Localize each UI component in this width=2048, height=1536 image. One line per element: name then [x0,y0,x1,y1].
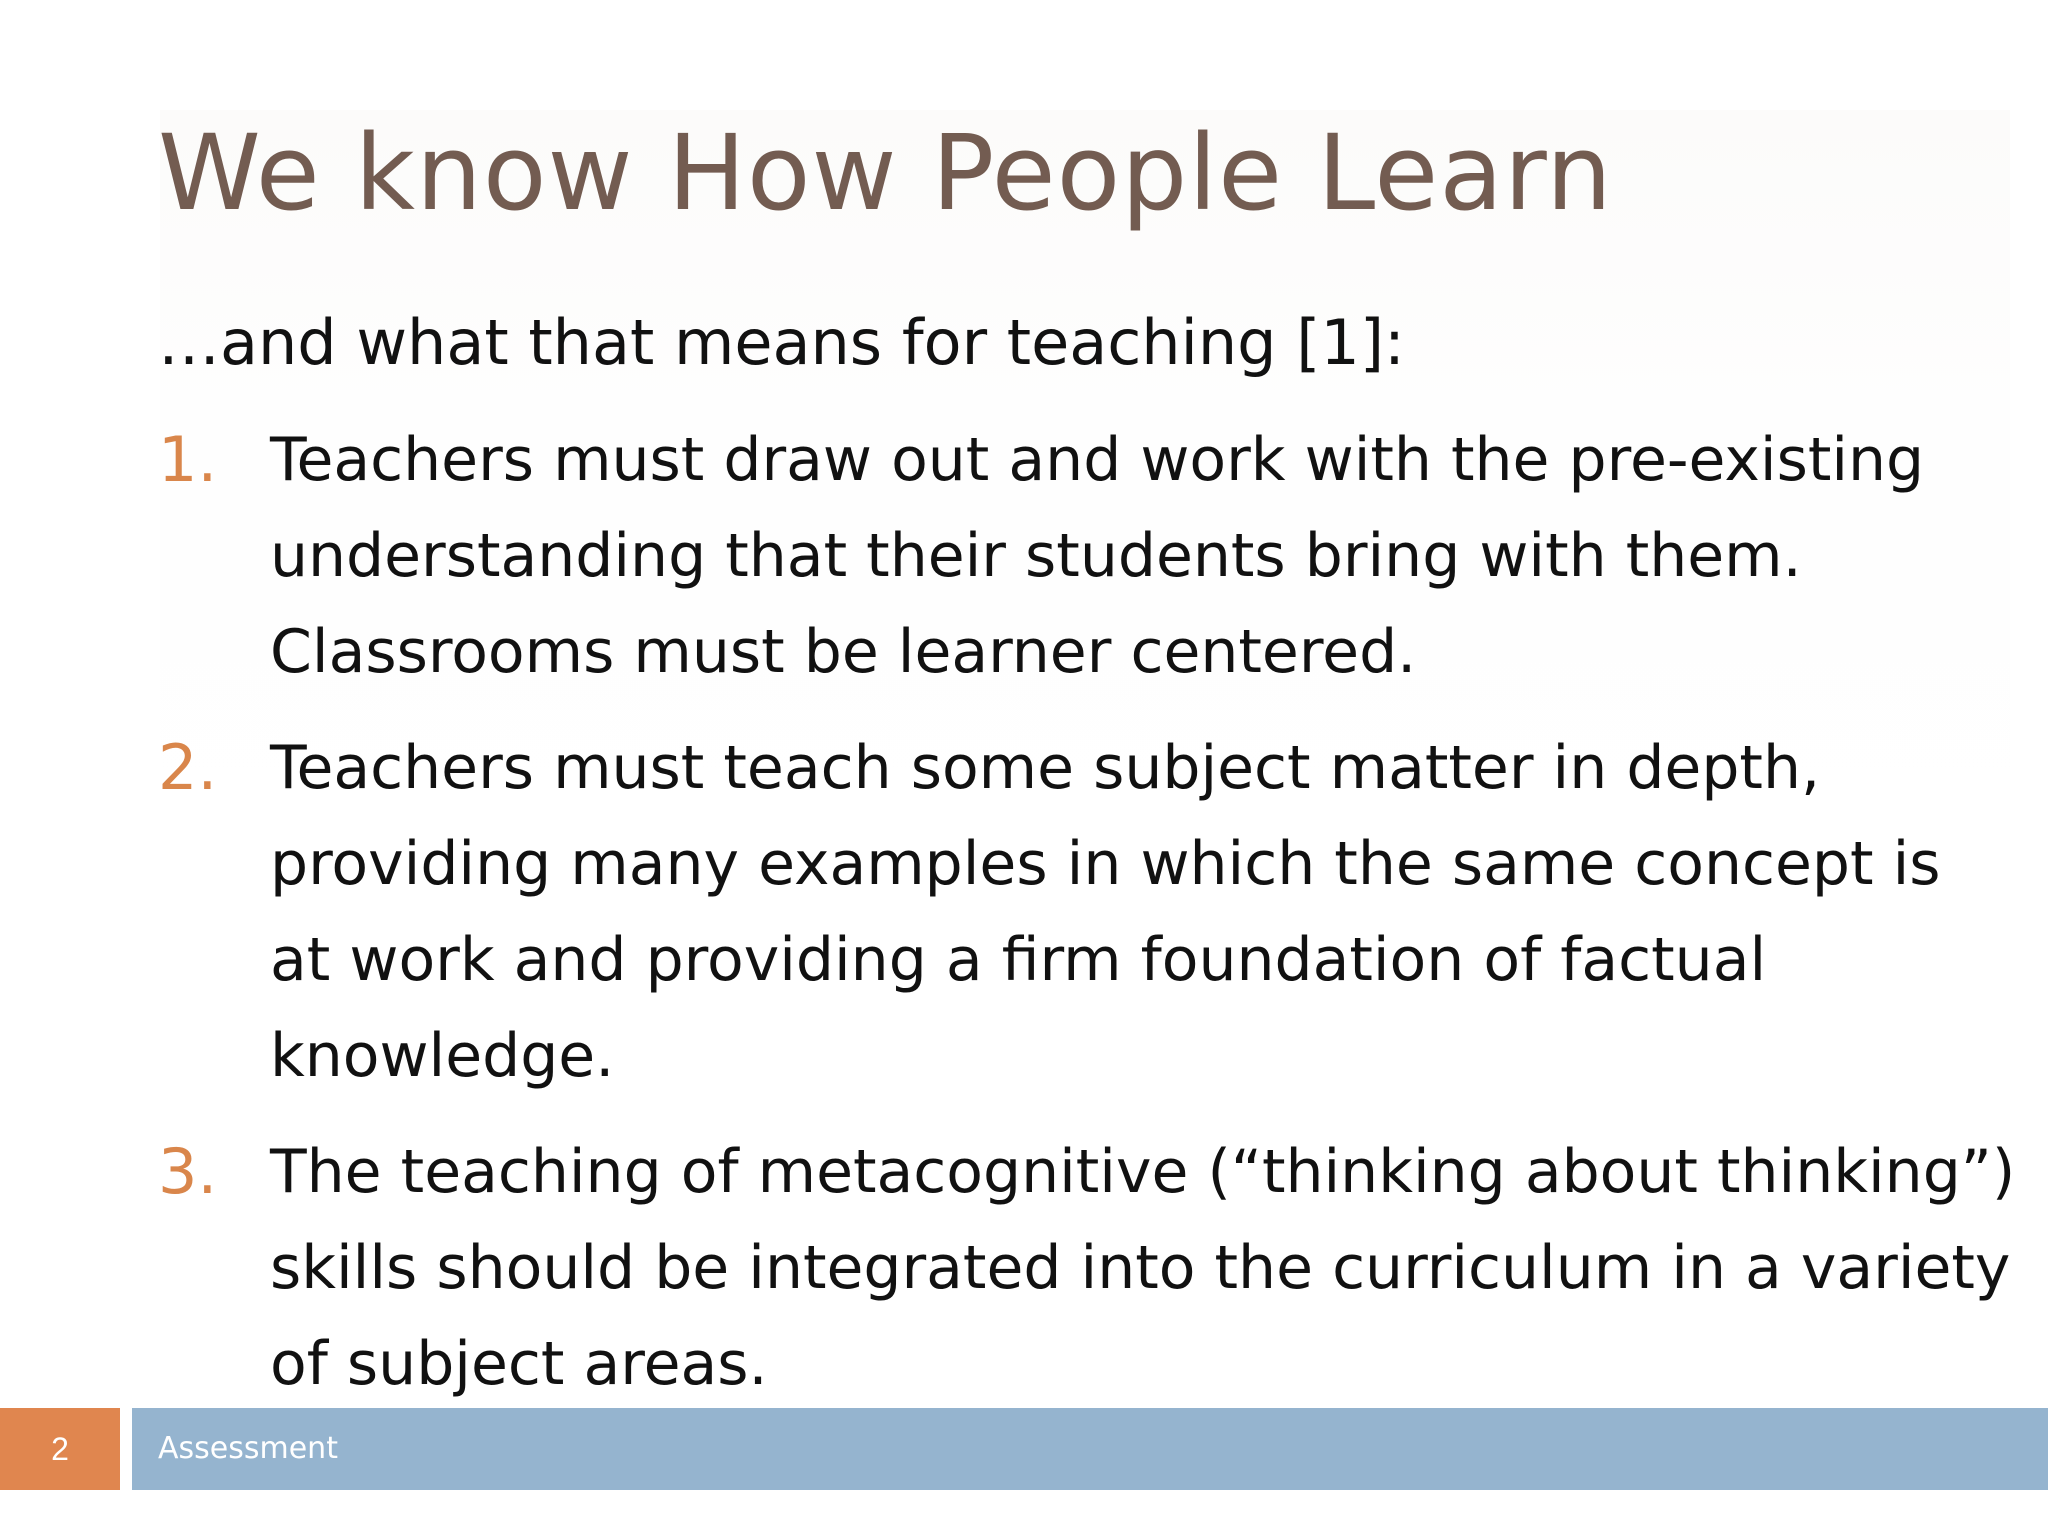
point-number-2: 2. [158,731,218,804]
teaching-point-2 [158,720,2018,1104]
footer-bar [132,1408,2048,1490]
slide-number-badge: 2 [0,1408,120,1490]
slide-title: We know How People Learn [158,112,1613,234]
point-text-2: Teachers must teach some subject matter in depth, providing many examples in which the same concept is at work and providing a firm foundation of factual knowledge. [270,733,1941,1091]
teaching-points-list [158,412,2018,1432]
point-text-3: The teaching of metacognitive (“thinking about thinking”) skills should be integrated into the curriculum in a variety of subject areas. [270,1137,2016,1399]
point-number-1: 1. [158,423,218,496]
teaching-point-3 [158,1124,2018,1412]
footer-label: Assessment [158,1431,338,1466]
point-number-3: 3. [158,1135,218,1208]
slide-intro: …and what that means for teaching [1]: [158,306,1405,379]
point-text-1: Teachers must draw out and work with the pre-existing understanding that their students bring with them. Classrooms must be learner centered. [270,425,1925,687]
teaching-point-1 [158,412,2018,700]
